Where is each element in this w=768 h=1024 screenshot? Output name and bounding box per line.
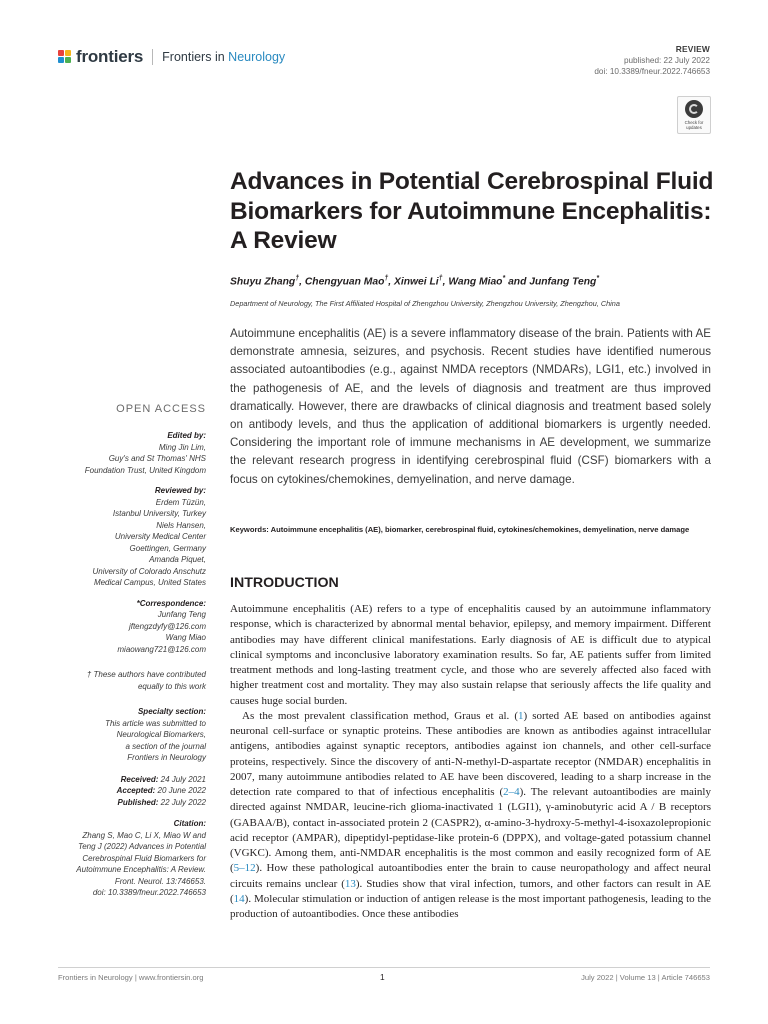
sidebar-line: This article was submitted to: [105, 718, 206, 728]
sidebar-line: † These authors have contributed: [86, 670, 206, 679]
sidebar-line: Erdem Tüzün,: [155, 497, 206, 507]
correspondence-section: [40, 598, 206, 656]
article-meta: [594, 44, 710, 77]
author-mark: *: [502, 275, 506, 282]
check-for-updates-button[interactable]: [677, 96, 711, 134]
sidebar-line: Wang Miao: [165, 633, 206, 642]
affiliation: Department of Neurology, The First Affiliated Hospital of Zhengzhou University, Zhengzhou University, Zhengzhou, China: [230, 299, 620, 308]
citation-link[interactable]: 14: [233, 892, 245, 905]
author-name[interactable]: Wang Miao: [448, 276, 503, 288]
sidebar-line: Goettingen, Germany: [129, 543, 206, 553]
specialty-section: [40, 706, 206, 764]
author-name[interactable]: Chengyuan Mao: [304, 276, 385, 288]
received-date: Received: 24 July 2021: [120, 774, 206, 784]
author-name[interactable]: Junfang Teng: [529, 276, 597, 288]
section-heading-introduction: INTRODUCTION: [230, 575, 339, 591]
sidebar-line: Amanda Piquet,: [149, 555, 206, 564]
citation-link[interactable]: 1: [518, 709, 524, 722]
citation-link[interactable]: 2–4: [503, 786, 520, 798]
open-access-label: OPEN ACCESS: [116, 403, 206, 415]
abstract: Autoimmune encephalitis (AE) is a severe inflammatory disease of the brain. Patients with AE demonstrate amnesia, seizures, and psychosis. Recent studies have identified numerous associated autoantibodies (e.g., against NMDA receptors (NMDARs), LGI1, etc.) involved in the pathogenesis of AE, and the levels of diagnosis and treatment are thus improved dramatically. However, there are drawbacks of clinical diagnosis and treatment based solely on antibody levels, and thus the application of additional biomarkers is urgently needed. Considering the important role of immune mechanisms in AE development, we summarize the relevant research progress in identifying cerebrospinal fluid (CSF) biomarkers with a focus on cytokines/chemokines, demyelination, and nerve damage.: [230, 327, 711, 486]
specialty-heading: Specialty section:: [137, 707, 206, 716]
sidebar-line: Frontiers in Neurology: [127, 753, 206, 762]
brand-wordmark: frontiers: [76, 47, 144, 66]
article-doi[interactable]: doi: 10.3389/fneur.2022.746653: [594, 67, 710, 76]
article-title: Advances in Potential Cerebrospinal Fluid Biomarkers for Autoimmune Encephalitis: A Review: [230, 168, 714, 254]
header-divider: [152, 49, 153, 65]
journal-prefix: Frontiers in: [162, 50, 225, 64]
journal-name: [162, 50, 285, 64]
dates-section: [40, 774, 206, 809]
reviewed-by-section: [40, 485, 206, 589]
author-name[interactable]: Shuyu Zhang: [230, 276, 296, 288]
sidebar-line: Cerebrospinal Fluid Biomarkers for: [82, 853, 206, 863]
author-mark: *: [596, 275, 600, 282]
email-link[interactable]: jftengzdyfy@126.com: [128, 621, 206, 631]
sidebar-line: equally to this work: [137, 681, 206, 691]
article-sidebar: [40, 430, 206, 908]
check-updates-icon: [685, 100, 703, 118]
footer-issue-info: July 2022 | Volume 13 | Article 746653: [581, 973, 710, 982]
journal-logo[interactable]: [58, 45, 285, 69]
journal-accent: Neurology: [228, 50, 286, 64]
body-text: [230, 602, 711, 922]
article-type: REVIEW: [675, 44, 710, 54]
footer-journal-link[interactable]: Frontiers in Neurology | www.frontiersin.org: [58, 973, 204, 982]
author-mark: †: [384, 275, 389, 282]
citation-link[interactable]: 5–12: [233, 862, 256, 875]
citation-heading: Citation:: [173, 819, 206, 828]
sidebar-line: Autoimmune Encephalitis: A Review.: [76, 865, 206, 874]
page-number: 1: [380, 972, 385, 982]
sidebar-line: University Medical Center: [114, 532, 206, 541]
body-paragraph: Autoimmune encephalitis (AE) refers to a type of encephalitis caused by an autoimmune inflammatory response, which is characterized by abnormal mental behavior, epilepsy, and memory impairment. Different antibodies may have different clinical manifestations. Early diagnosis of AE is difficult due to atypical clinical symptoms and inconclusive laboratory examination results. So far, AE patients suffer from limited treatment methods and long-lasting treatment cycle, and those who are severely affected also faced with higher treatment cost and mortality. They may also sustain relapse that seriously affects the life quality and causes huge social burden.: [230, 603, 711, 707]
reviewed-by-heading: Reviewed by:: [154, 486, 206, 495]
sidebar-line: a section of the journal: [125, 741, 206, 751]
sidebar-line: Foundation Trust, United Kingdom: [84, 465, 206, 475]
correspondence-heading: *Correspondence:: [136, 598, 206, 608]
edited-by-section: [40, 430, 206, 476]
author-mark: †: [438, 275, 443, 282]
sidebar-line: University of Colorado Anschutz: [92, 566, 206, 576]
sidebar-line: Medical Campus, United States: [93, 578, 206, 587]
email-link[interactable]: miaowang721@126.com: [117, 644, 206, 654]
keywords: Keywords: Autoimmune encephalitis (AE), biomarker, cerebrospinal fluid, cytokines/chemokines, demyelination, nerve damage: [230, 525, 690, 534]
citation-link[interactable]: 13: [344, 877, 356, 890]
sidebar-line: Guy's and St Thomas' NHS: [108, 454, 206, 463]
published-date-sidebar: Published: 22 July 2022: [117, 797, 206, 807]
check-updates-label: Check for updates: [684, 120, 704, 130]
footer-divider: [58, 967, 710, 968]
sidebar-line: Junfang Teng: [157, 610, 206, 619]
sidebar-line: Zhang S, Mao C, Li X, Miao W and: [82, 830, 206, 840]
citation-section: [40, 818, 206, 899]
author-list: Shuyu Zhang†, Chengyuan Mao†, Xinwei Li†, Wang Miao* and Junfang Teng*: [230, 275, 600, 288]
frontiers-logo-icon: [58, 50, 72, 64]
body-paragraph: As the most prevalent classification method, Graus et al. (1) sorted AE based on antibodies against neuronal cell-surface or synaptic proteins. These antibodies are known as antibodies against intracellular antigens, antibodies against synaptic receptors, antibodies against ion channels, and other cell-surface proteins, respectively. Since the discovery of anti-N-methyl-D-aspartate receptor (NMDAR) encephalitis in 2007, many autoimmune antibodies related to AE have been discovered, leading to a sharp increase in the detection rate compared to that of infectious encephalitis (2–4). The relevant autoantibodies are mainly directed against NMDAR, leucine-rich glioma-inactivated 1 (LGI1), γ-aminobutyric acid A / B receptors (GABAA/B), contact in-associated protein 2 (CASPR2), α-amino-3-hydroxy-5-methyl-4-isoxazolepropionic acid receptor (AMPAR), dipeptidyl-peptidase-like protein-6 (DPPX), and voltage-gated potassium channel (VGKC). Among them, anti-NMDAR encephalitis is the most common and easily recognized form of AE (5–12). How these pathological autoantibodies enter the brain to cause neuropathology and affect neural circuits remains unclear (13). Studies show that viral infection, tumors, and other factors can result in AE (14). Molecular stimulation or induction of antigen release is the most important pathogenesis, leading to the production of autoantibodies. Once these antibodies: [230, 709, 711, 920]
citation-doi-link[interactable]: doi: 10.3389/fneur.2022.746653: [92, 888, 206, 897]
sidebar-line: Ming Jin Lim,: [158, 442, 206, 452]
equal-contribution-note: [40, 669, 206, 692]
accepted-date: Accepted: 20 June 2022: [116, 786, 206, 795]
sidebar-line: Front. Neurol. 13:746653.: [114, 876, 206, 886]
published-date: published: 22 July 2022: [623, 56, 710, 65]
sidebar-line: Istanbul University, Turkey: [112, 509, 206, 518]
sidebar-line: Teng J (2022) Advances in Potential: [78, 842, 206, 851]
author-mark: †: [295, 275, 300, 282]
edited-by-heading: Edited by:: [167, 431, 206, 440]
sidebar-line: Neurological Biomarkers,: [116, 730, 206, 739]
author-name[interactable]: Xinwei Li: [394, 276, 439, 288]
sidebar-line: Niels Hansen,: [156, 520, 206, 530]
